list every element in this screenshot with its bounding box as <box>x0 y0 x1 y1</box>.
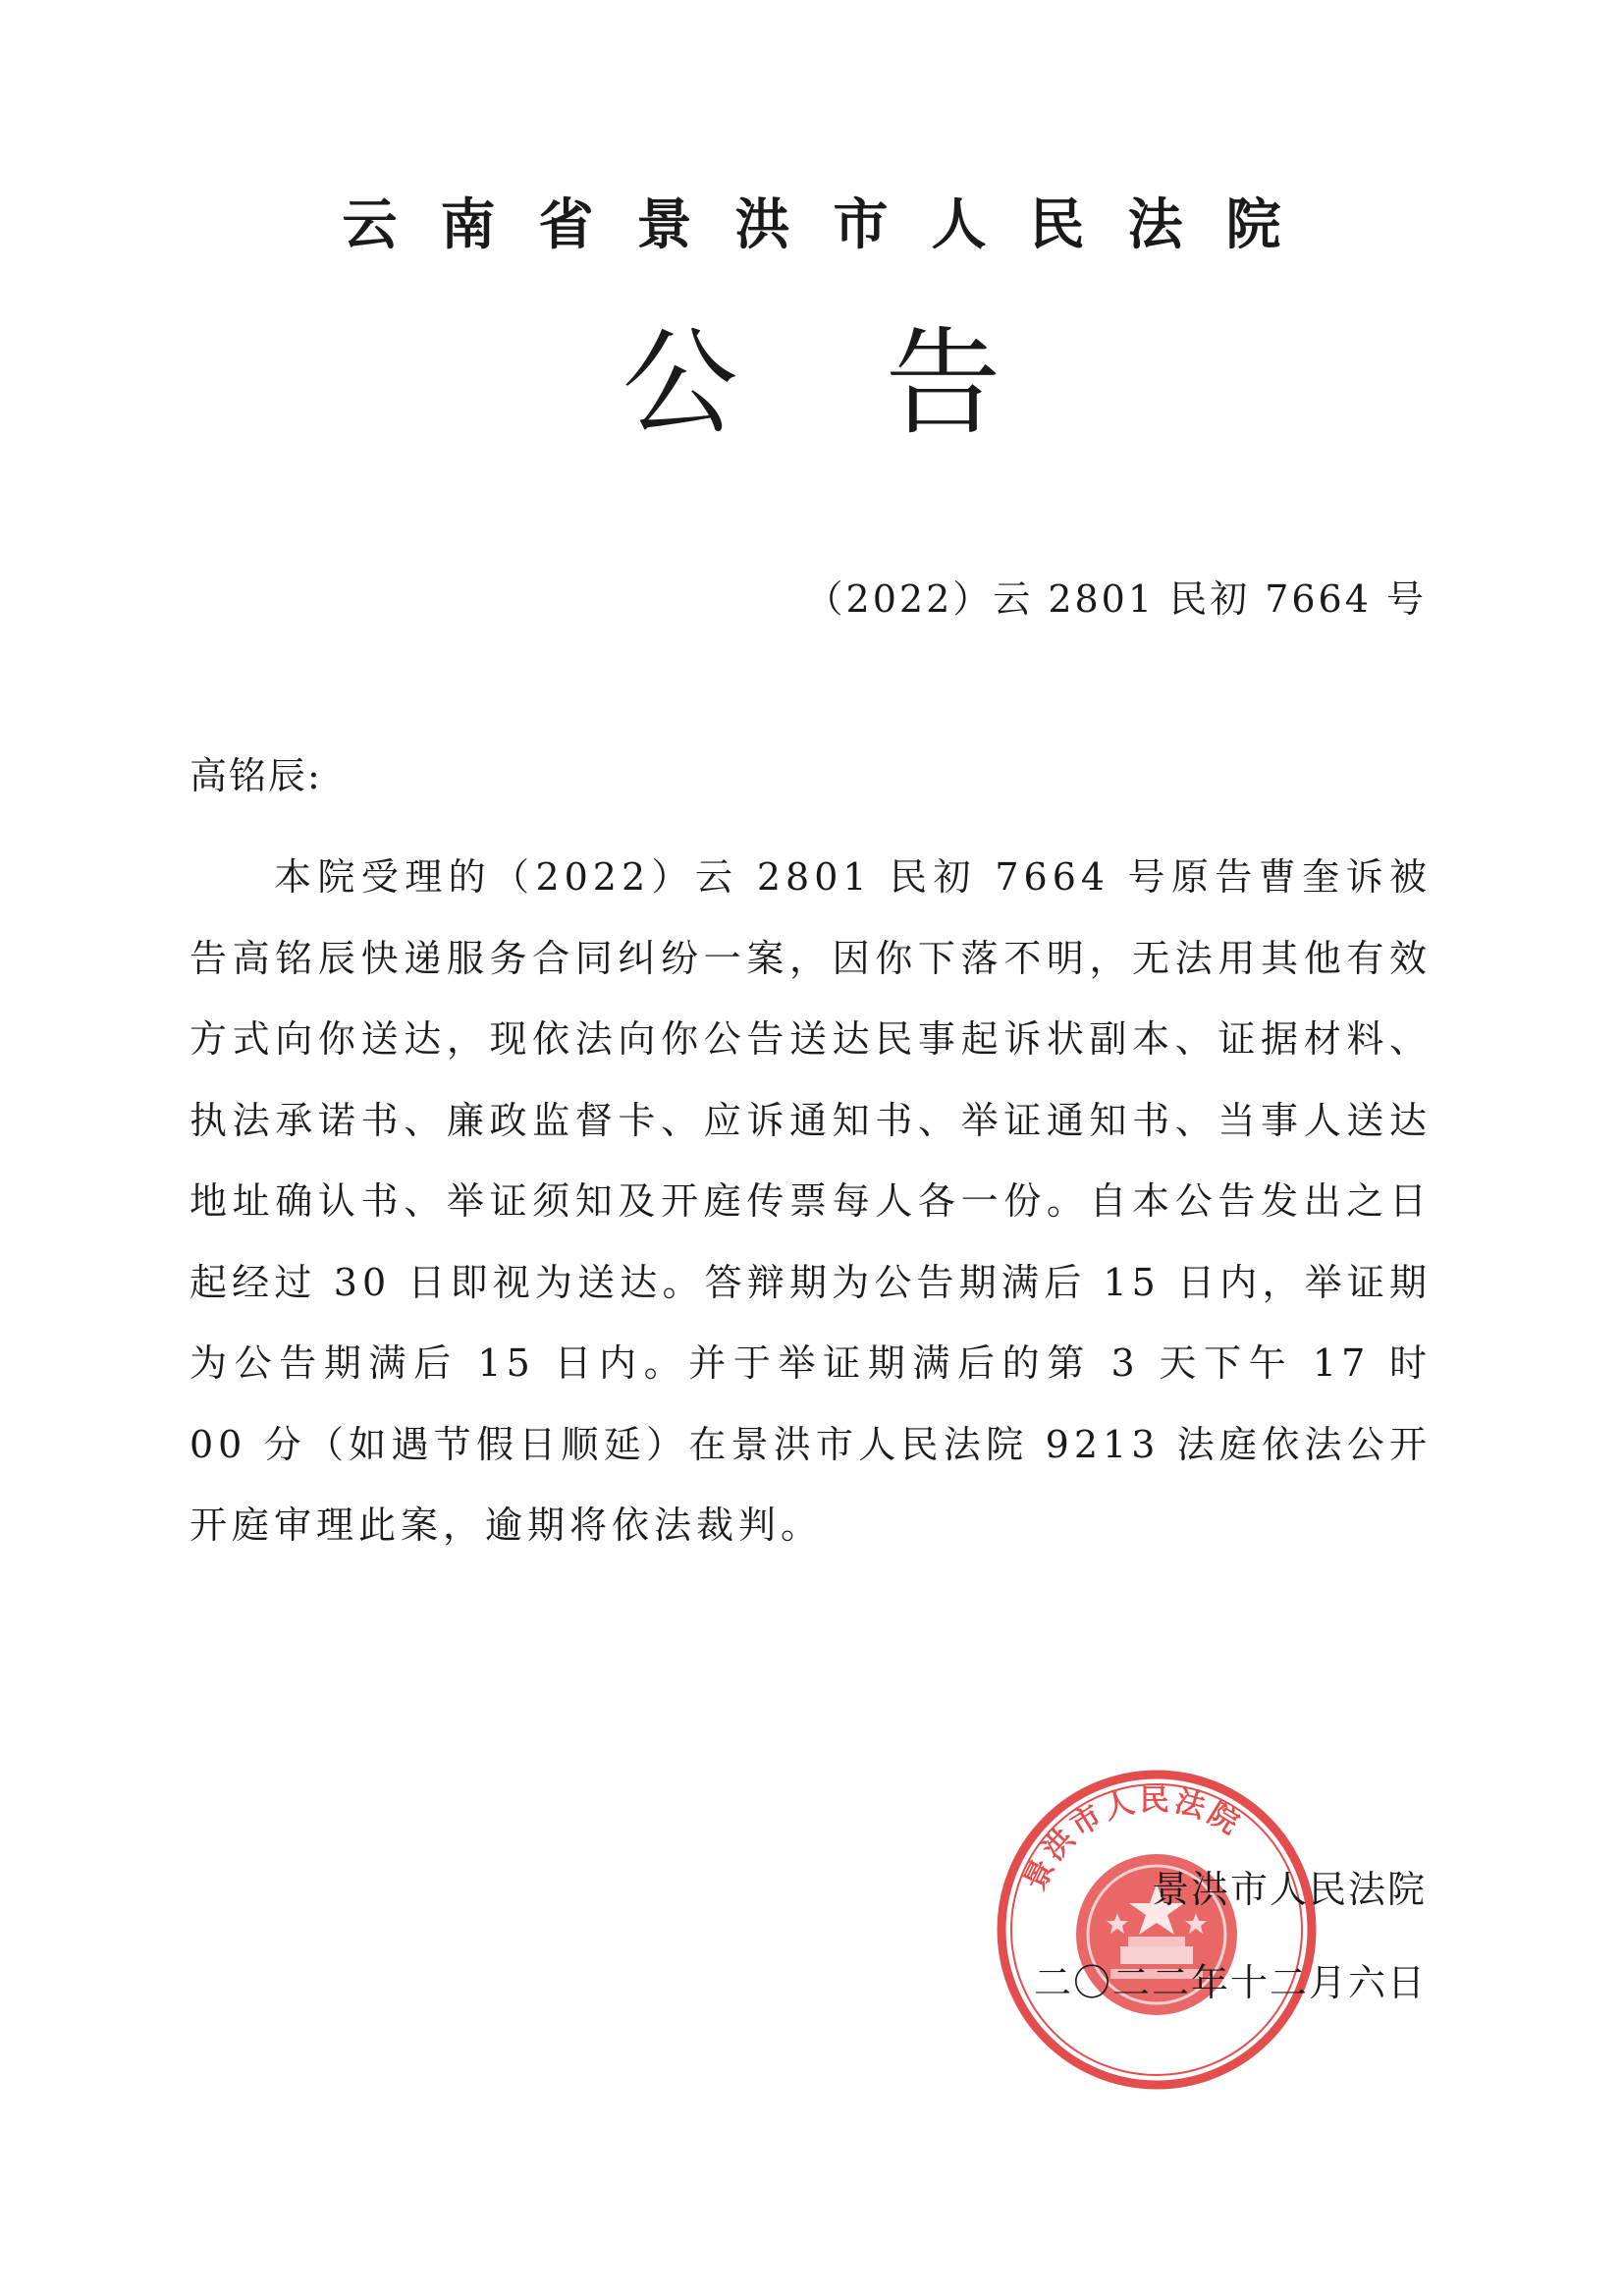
signature-block <box>1034 1843 1427 2030</box>
issue-date: 二〇二二年十二月六日 <box>1033 1961 1427 2004</box>
notice-body: 本院受理的（2022）云 2801 民初 7664 号原告曹奎诉被告高铭辰快递服务合同纠纷一案，因你下落不明，无法用其他有效方式向你送达，现依法向你公告送达民事起诉状副本、证据材料、执法承诺书、廉政监督卡、应诉通知书、举证通知书、当事人送达地址确认书、举证须知及开庭传票每人各一份。自本公告发出之日起经过 30 日即视为送达。答辩期为公告期满后 15 日内，举证期为公告期满后 15 日内。并于举证期满后的第 3 天下午 17 时 00 分（如遇节假日顺延）在景洪市人民法院 9213 法庭依法公开开庭审理此案，逾期将依法裁判。 <box>189 855 1432 1547</box>
issuer-name: 景洪市人民法院 <box>1151 1868 1427 1911</box>
court-name-heading: 云南省景洪市人民法院 <box>342 193 1325 257</box>
case-number: （2022）云 2801 民初 7664 号 <box>805 577 1427 621</box>
document-title: 公告 <box>622 315 1149 451</box>
seal-ring-text: 景洪市人民法院 <box>1017 1782 1249 1896</box>
addressee: 高铭辰: <box>189 754 322 797</box>
